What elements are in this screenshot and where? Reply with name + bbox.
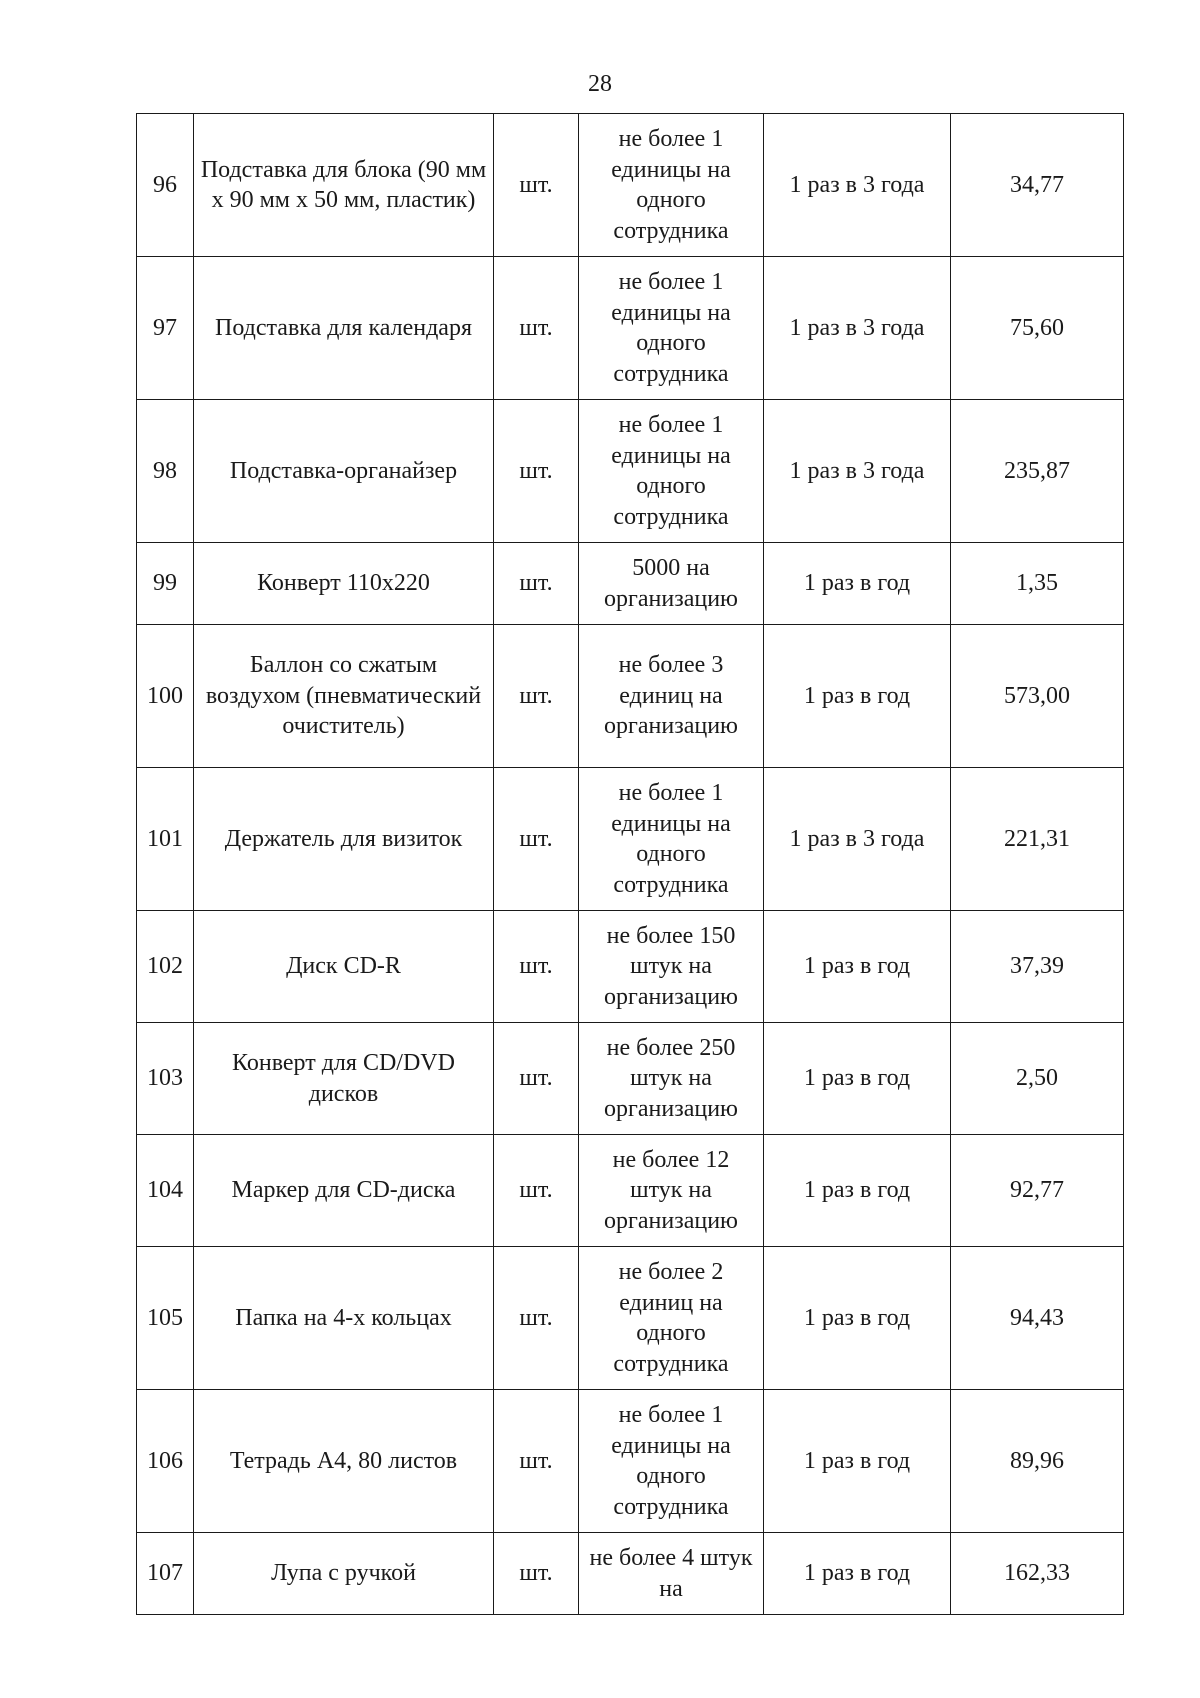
quantity-norm: не более 150 штук на организацию [579,911,764,1023]
replacement-period: 1 раз в год [764,1023,951,1135]
price: 1,35 [951,543,1124,625]
row-number: 100 [137,625,194,768]
row-number: 98 [137,400,194,543]
table-row [137,1023,1124,1135]
replacement-period: 1 раз в 3 года [764,768,951,911]
norms-table [136,113,1124,1615]
replacement-period: 1 раз в 3 года [764,257,951,400]
item-name: Подставка для блока (90 мм х 90 мм х 50 мм, пластик) [194,114,494,257]
price: 162,33 [951,1533,1124,1615]
price: 221,31 [951,768,1124,911]
table-row [137,1390,1124,1533]
item-name: Подставка-органайзер [194,400,494,543]
replacement-period: 1 раз в год [764,1390,951,1533]
quantity-norm: не более 1 единицы на одного сотрудника [579,114,764,257]
quantity-norm: не более 4 штук на [579,1533,764,1615]
table-row [137,625,1124,768]
price: 75,60 [951,257,1124,400]
price: 34,77 [951,114,1124,257]
unit: шт. [494,625,579,768]
price: 2,50 [951,1023,1124,1135]
page-number: 28 [588,71,612,97]
unit: шт. [494,257,579,400]
item-name: Тетрадь А4, 80 листов [194,1390,494,1533]
quantity-norm: 5000 на организацию [579,543,764,625]
price: 37,39 [951,911,1124,1023]
quantity-norm: не более 250 штук на организацию [579,1023,764,1135]
table-row [137,543,1124,625]
row-number: 105 [137,1247,194,1390]
quantity-norm: не более 12 штук на организацию [579,1135,764,1247]
price: 573,00 [951,625,1124,768]
unit: шт. [494,1247,579,1390]
row-number: 99 [137,543,194,625]
unit: шт. [494,114,579,257]
row-number: 102 [137,911,194,1023]
quantity-norm: не более 1 единицы на одного сотрудника [579,768,764,911]
replacement-period: 1 раз в год [764,1247,951,1390]
unit: шт. [494,400,579,543]
replacement-period: 1 раз в год [764,543,951,625]
table-row [137,1533,1124,1615]
item-name: Папка на 4-х кольцах [194,1247,494,1390]
row-number: 104 [137,1135,194,1247]
unit: шт. [494,768,579,911]
quantity-norm: не более 1 единицы на одного сотрудника [579,400,764,543]
row-number: 107 [137,1533,194,1615]
table-row [137,257,1124,400]
unit: шт. [494,543,579,625]
row-number: 106 [137,1390,194,1533]
replacement-period: 1 раз в год [764,625,951,768]
table-row [137,1135,1124,1247]
quantity-norm: не более 3 единиц на организацию [579,625,764,768]
quantity-norm: не более 1 единицы на одного сотрудника [579,257,764,400]
item-name: Маркер для CD-диска [194,1135,494,1247]
item-name: Конверт для CD/DVD дисков [194,1023,494,1135]
row-number: 97 [137,257,194,400]
price: 89,96 [951,1390,1124,1533]
item-name: Диск CD-R [194,911,494,1023]
row-number: 103 [137,1023,194,1135]
table-row [137,400,1124,543]
price: 92,77 [951,1135,1124,1247]
replacement-period: 1 раз в год [764,1533,951,1615]
table-row [137,768,1124,911]
item-name: Лупа с ручкой [194,1533,494,1615]
replacement-period: 1 раз в 3 года [764,114,951,257]
quantity-norm: не более 1 единицы на одного сотрудника [579,1390,764,1533]
price: 94,43 [951,1247,1124,1390]
row-number: 96 [137,114,194,257]
item-name: Подставка для календаря [194,257,494,400]
replacement-period: 1 раз в 3 года [764,400,951,543]
unit: шт. [494,1533,579,1615]
replacement-period: 1 раз в год [764,911,951,1023]
price: 235,87 [951,400,1124,543]
unit: шт. [494,911,579,1023]
quantity-norm: не более 2 единиц на одного сотрудника [579,1247,764,1390]
item-name: Держатель для визиток [194,768,494,911]
unit: шт. [494,1390,579,1533]
row-number: 101 [137,768,194,911]
table-row [137,114,1124,257]
table-row [137,911,1124,1023]
table-row [137,1247,1124,1390]
unit: шт. [494,1135,579,1247]
item-name: Конверт 110х220 [194,543,494,625]
replacement-period: 1 раз в год [764,1135,951,1247]
item-name: Баллон со сжатым воздухом (пневматический очиститель) [194,625,494,768]
unit: шт. [494,1023,579,1135]
